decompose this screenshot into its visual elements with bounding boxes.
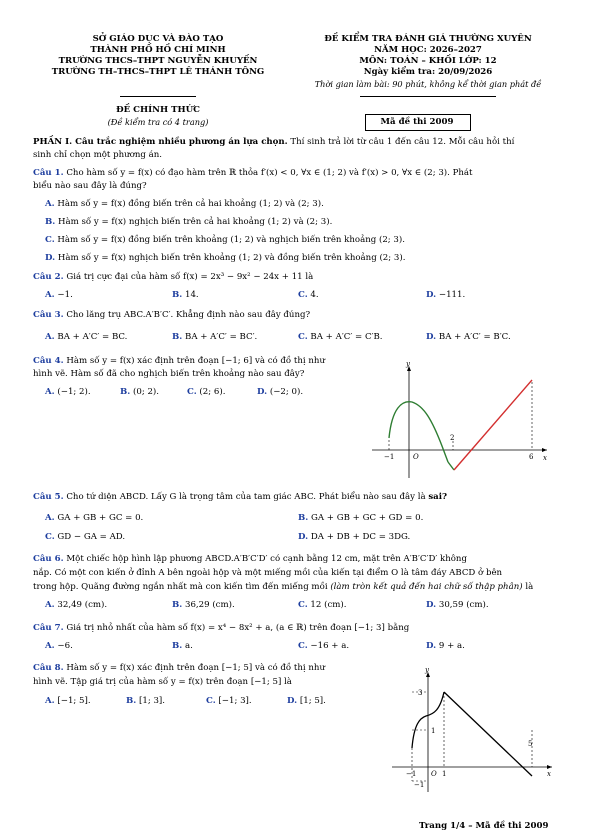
q6-text-2: nắp. Có một con kiến ở đỉnh A bên ngoài hộp và một miếng mồi của kiến tại điểm O là tâm đáy ABCD ở bên [33, 568, 503, 578]
q2-text: Giá trị cực đại của hàm số f(x) = 2x³ − 9x² − 24x + 11 là [66, 272, 314, 282]
q6-text-3-line [33, 583, 533, 592]
q3-option-c[interactable] [298, 333, 383, 342]
header-divider-right [360, 96, 496, 97]
q4-curve-left-tail [448, 462, 454, 470]
q8-graph [392, 664, 557, 796]
q4-tick-two: 2 [450, 434, 455, 442]
option-letter: D. [287, 696, 298, 706]
q6-text-3: trong hộp. Quãng đường ngắn nhất mà con kiến tìm đến miếng mồi [33, 582, 328, 592]
q2-b-text: 14. [185, 290, 199, 300]
option-letter: A. [45, 199, 55, 209]
q5-label: Câu 5. [33, 492, 64, 502]
q8-text-2: hình vẽ. Tập giá trị của hàm số y = f(x) trên đoạn [−1; 5] là [33, 677, 292, 687]
q4-c-text: (2; 6). [199, 387, 226, 397]
option-letter: B. [172, 600, 183, 610]
q4-stem [33, 357, 325, 366]
header-dept: SỞ GIÁO DỤC VÀ ĐÀO TẠO [92, 34, 224, 44]
q7-a-text: −6. [57, 641, 73, 651]
q5-c-text: GD − GA = AD. [57, 532, 126, 542]
q8-stem [33, 664, 325, 673]
option-letter: A. [45, 600, 55, 610]
q7-option-d[interactable] [426, 642, 465, 651]
q8-option-a[interactable] [45, 697, 91, 706]
q1-d-text: Hàm số y = f(x) nghịch biến trên khoảng (1; 2) và đồng biến trên khoảng (2; 3). [57, 253, 406, 263]
option-letter: A. [45, 387, 55, 397]
header-divider-left [120, 96, 196, 97]
q4-text-2: hình vẽ. Hàm số đã cho nghịch biến trên khoảng nào sau đây? [33, 369, 305, 379]
subject: MÔN: TOÁN – KHỐI LỚP: 12 [359, 56, 497, 66]
q1-text: Cho hàm số y = f(x) có đạo hàm trên ℝ thỏa f′(x) < 0, ∀x ∈ (1; 2) và f′(x) > 0, ∀x ∈ (2; 3). Phát [66, 168, 473, 178]
q2-stem [33, 273, 313, 282]
q5-d-text: DA + DB + DC = 3DG. [310, 532, 411, 542]
option-letter: D. [426, 600, 437, 610]
q4-y-label: y [406, 360, 410, 368]
q1-a-text: Hàm số y = f(x) đồng biến trên cả hai khoảng (1; 2) và (2; 3). [57, 199, 324, 209]
q3-c-text: BA + A′C′ = C′B. [310, 332, 383, 342]
part1-instruction-2: sinh chỉ chọn một phương án. [33, 150, 162, 160]
option-letter: B. [120, 387, 131, 397]
q6-note: (làm tròn kết quả đến hai chữ số thập phân) [330, 582, 523, 592]
part1-heading [33, 138, 514, 147]
q4-tick-six: 6 [529, 453, 534, 461]
q4-option-c[interactable] [187, 388, 225, 397]
q2-option-d[interactable] [426, 291, 465, 300]
option-letter: C. [45, 235, 55, 245]
q1-label: Câu 1. [33, 168, 64, 178]
q8-tick-one-x: 1 [442, 770, 447, 778]
q7-b-text: a. [185, 641, 193, 651]
q4-a-text: (−1; 2). [57, 387, 91, 397]
q5-b-text: GA + GB + GC + GD = 0. [311, 513, 424, 523]
q8-tick-five: 5 [528, 740, 533, 748]
exam-code: Mã đề thi 2009 [380, 117, 454, 127]
q5-stem [33, 493, 447, 502]
q4-option-d[interactable] [257, 388, 303, 397]
q6-b-text: 36,29 (cm). [185, 600, 235, 610]
part1-instruction: Thí sinh trả lời từ câu 1 đến câu 12. Mỗi câu hỏi thí [290, 137, 515, 147]
exam-date: Ngày kiểm tra: 20/09/2026 [363, 67, 493, 77]
option-letter: C. [206, 696, 216, 706]
option-letter: A. [45, 513, 55, 523]
q4-curve-right [454, 380, 532, 470]
q4-label: Câu 4. [33, 356, 64, 366]
q8-option-d[interactable] [287, 697, 326, 706]
option-letter: C. [298, 290, 308, 300]
q2-option-c[interactable] [298, 291, 319, 300]
q8-c-text: [−1; 3]. [218, 696, 252, 706]
q2-a-text: −1. [57, 290, 73, 300]
q5-option-a[interactable] [45, 514, 143, 523]
duration: Thời gian làm bài: 90 phút, không kể thời gian phát đề [314, 79, 542, 89]
q8-tick-neg1y: −1 [414, 781, 425, 789]
q3-stem [33, 311, 310, 320]
q7-d-text: 9 + a. [438, 641, 465, 651]
q3-label: Câu 3. [33, 310, 64, 320]
q6-a-text: 32,49 (cm). [57, 600, 108, 610]
q8-tick-one-y: 1 [431, 727, 436, 735]
option-letter: B. [126, 696, 137, 706]
q7-c-text: −16 + a. [310, 641, 350, 651]
q3-text: Cho lăng trụ ABC.A′B′C′. Khẳng định nào sau đây đúng? [66, 310, 311, 320]
option-letter: C. [298, 600, 308, 610]
q2-option-b[interactable] [172, 291, 199, 300]
q6-stem [33, 555, 467, 564]
option-letter: A. [45, 641, 55, 651]
q5-option-b[interactable] [298, 514, 423, 523]
q1-stem [33, 169, 473, 178]
option-letter: A. [45, 696, 55, 706]
q8-x-label: x [547, 770, 551, 778]
q4-option-b[interactable] [120, 388, 159, 397]
option-letter: D. [45, 253, 56, 263]
q2-option-a[interactable] [45, 291, 73, 300]
option-letter: C. [298, 641, 308, 651]
q6-label: Câu 6. [33, 554, 64, 564]
q6-option-c[interactable] [298, 601, 347, 610]
q4-x-arrow [542, 448, 547, 452]
q8-option-c[interactable] [206, 697, 252, 706]
q6-d-text: 30,59 (cm). [438, 600, 489, 610]
option-letter: A. [45, 332, 55, 342]
q2-d-text: −111. [438, 290, 466, 300]
q8-b-text: [1; 3]. [139, 696, 165, 706]
option-letter: A. [45, 290, 55, 300]
q4-text: Hàm số y = f(x) xác định trên đoạn [−1; 6] và có đồ thị như [66, 356, 325, 366]
option-letter: D. [426, 641, 437, 651]
option-letter: C. [187, 387, 197, 397]
option-letter: D. [426, 332, 437, 342]
q2-label: Câu 2. [33, 272, 64, 282]
q1-option-b[interactable] [45, 218, 332, 227]
q5-option-c[interactable] [45, 533, 125, 542]
q3-option-d[interactable] [426, 333, 511, 342]
header-city: THÀNH PHỐ HỒ CHÍ MINH [90, 45, 226, 55]
q3-option-b[interactable] [172, 333, 257, 342]
part1-title: PHẦN I. Câu trắc nghiệm nhiều phương án lựa chọn. [33, 137, 288, 147]
q6-c-text: 12 (cm). [310, 600, 347, 610]
q7-text: Giá trị nhỏ nhất của hàm số f(x) = x⁴ − 8x² + a, (a ∈ ℝ) trên đoạn [−1; 3] bằng [66, 623, 410, 633]
q1-b-text: Hàm số y = f(x) nghịch biến trên cả hai khoảng (1; 2) và (2; 3). [58, 217, 333, 227]
q5-emphasis: sai? [428, 492, 448, 502]
option-letter: B. [45, 217, 56, 227]
q4-graph [372, 358, 552, 483]
q7-option-b[interactable] [172, 642, 193, 651]
q3-option-a[interactable] [45, 333, 127, 342]
q3-a-text: BA + A′C′ = BC. [57, 332, 128, 342]
q7-label: Câu 7. [33, 623, 64, 633]
official-label: ĐỀ CHÍNH THỨC [116, 105, 200, 115]
option-letter: C. [45, 532, 55, 542]
q8-a-text: [−1; 5]. [57, 696, 91, 706]
footer: Trang 1/4 – Mã đề thi 2009 [419, 821, 549, 831]
q4-tick-neg1: −1 [384, 453, 395, 461]
option-letter: D. [257, 387, 268, 397]
option-letter: B. [298, 513, 309, 523]
q1-c-text: Hàm số y = f(x) đồng biến trên khoảng (1; 2) và nghịch biến trên khoảng (2; 3). [57, 235, 405, 245]
q4-origin: O [413, 453, 419, 461]
q3-d-text: BA + A′C′ = B′C. [438, 332, 511, 342]
q5-text: Cho tứ diện ABCD. Lấy G là trọng tâm của tam giác ABC. Phát biểu nào sau đây là [66, 492, 426, 502]
exam-title: ĐỀ KIỂM TRA ĐÁNH GIÁ THƯỜNG XUYÊN [324, 34, 532, 44]
q1-option-c[interactable] [45, 236, 405, 245]
q6-text: Một chiếc hộp hình lập phương ABCD.A′B′C′D′ có cạnh bằng 12 cm, mặt trên A′B′C′D′ không [66, 554, 467, 564]
option-letter: B. [172, 332, 183, 342]
q4-d-text: (−2; 0). [269, 387, 304, 397]
header-school-2: TRƯỜNG TH–THCS–THPT LÊ THÁNH TÔNG [51, 67, 265, 77]
q6-option-b[interactable] [172, 601, 235, 610]
q4-b-text: (0; 2). [133, 387, 159, 397]
q6-option-a[interactable] [45, 601, 107, 610]
q8-text: Hàm số y = f(x) xác định trên đoạn [−1; 5] và có đồ thị như [66, 663, 325, 673]
q8-tick-neg1x: −1 [406, 770, 417, 778]
q8-x-arrow [547, 765, 552, 769]
q1-option-d[interactable] [45, 254, 405, 263]
q7-option-c[interactable] [298, 642, 349, 651]
q4-option-a[interactable] [45, 388, 91, 397]
q3-b-text: BA + A′C′ = BC′. [185, 332, 258, 342]
q5-option-d[interactable] [298, 533, 410, 542]
q2-c-text: 4. [310, 290, 319, 300]
option-letter: D. [426, 290, 437, 300]
q8-option-b[interactable] [126, 697, 165, 706]
q8-y-label: y [425, 666, 429, 674]
option-letter: D. [298, 532, 309, 542]
q8-origin: O [431, 770, 437, 778]
q8-d-text: [1; 5]. [299, 696, 326, 706]
q7-stem [33, 624, 409, 633]
q4-x-label: x [543, 454, 547, 462]
q7-option-a[interactable] [45, 642, 73, 651]
q8-curve-fall [444, 692, 532, 776]
q1-text-2: biểu nào sau đây là đúng? [33, 181, 147, 191]
q1-option-a[interactable] [45, 200, 324, 209]
school-year: NĂM HỌC: 2026–2027 [374, 45, 482, 55]
pages-note: (Đề kiểm tra có 4 trang) [107, 117, 209, 127]
q8-label: Câu 8. [33, 663, 64, 673]
q6-option-d[interactable] [426, 601, 489, 610]
q6-text-3-end: là [525, 582, 534, 592]
q5-a-text: GA + GB + GC = 0. [57, 513, 144, 523]
option-letter: B. [172, 641, 183, 651]
header-school-1: TRƯỜNG THCS–THPT NGUYỄN KHUYẾN [58, 56, 258, 66]
q8-tick-three: 3 [418, 689, 423, 697]
option-letter: B. [172, 290, 183, 300]
option-letter: C. [298, 332, 308, 342]
